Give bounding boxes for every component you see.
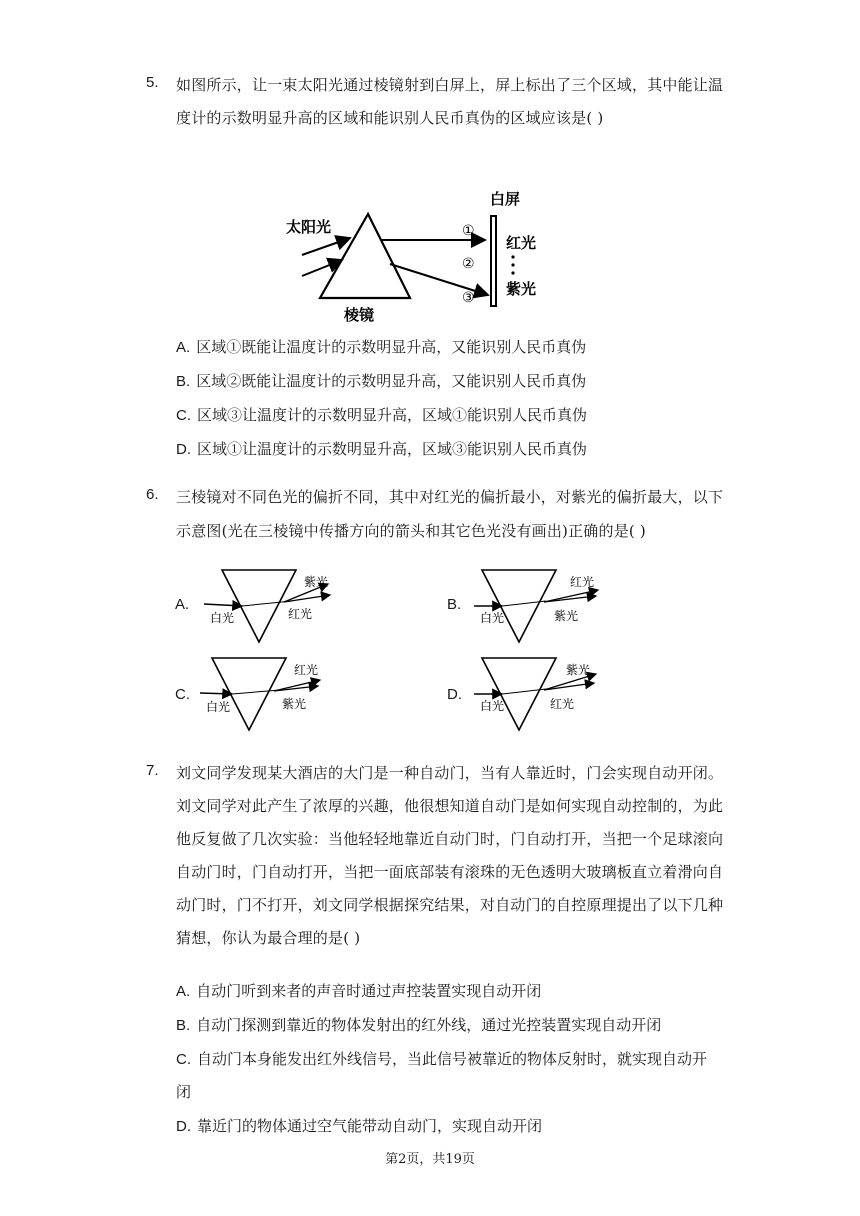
question-text-line: 三棱镜对不同色光的偏折不同，其中对红光的偏折最小，对紫光的偏折最大，以下 bbox=[176, 488, 724, 506]
screen-label: 白屏 bbox=[490, 190, 521, 208]
option-b-letter: B. bbox=[447, 596, 462, 613]
option-b: B. 自动门探测到靠近的物体发射出的红外线，通过光控装置实现自动开闭 bbox=[176, 1016, 662, 1034]
option-c-diagram bbox=[200, 656, 360, 734]
option-d-diagram bbox=[474, 656, 634, 734]
question-text-line: 刘文同学发现某大酒店的大门是一种自动门，当有人靠近时，门会实现自动开闭。 bbox=[176, 764, 724, 782]
red-light-label: 红光 bbox=[506, 234, 537, 252]
option-a-letter: A. bbox=[175, 596, 190, 613]
option-c: C. 自动门本身能发出红外线信号，当此信号被靠近的物体反射时，就实现自动开 bbox=[176, 1050, 708, 1068]
top-light-label: 红光 bbox=[570, 575, 595, 589]
question-number: 5. bbox=[146, 74, 159, 91]
prism-diagram bbox=[280, 182, 550, 327]
option-a-diagram bbox=[200, 568, 360, 646]
question-text-line: 动门时，门不打开，刘文同学根据探究结果，对自动门的自控原理提出了以下几种 bbox=[176, 896, 724, 914]
question-text-line: 如图所示，让一束太阳光通过棱镜射到白屏上，屏上标出了三个区域，其中能让温 bbox=[176, 76, 724, 94]
region-3-label: ③ bbox=[462, 290, 475, 306]
page-footer: 第2页，共19页 bbox=[385, 1152, 475, 1167]
prism-label: 棱镜 bbox=[344, 306, 375, 324]
bottom-light-label: 紫光 bbox=[554, 609, 579, 623]
white-light-label: 白光 bbox=[210, 611, 235, 625]
region-2-label: ② bbox=[462, 256, 475, 272]
top-light-label: 紫光 bbox=[304, 575, 329, 589]
option-a: A. 自动门听到来者的声音时通过声控装置实现自动开闭 bbox=[176, 982, 542, 1000]
bottom-light-label: 红光 bbox=[550, 697, 575, 711]
question-text-line: 他反复做了几次实验：当他轻轻地靠近自动门时，门自动打开，当把一个足球滚向 bbox=[176, 830, 724, 848]
question-text-line: 猜想，你认为最合理的是( ) bbox=[176, 929, 361, 947]
option-c-continuation: 闭 bbox=[176, 1083, 192, 1101]
white-light-label: 白光 bbox=[480, 611, 505, 625]
option-a: A. 区域①既能让温度计的示数明显升高，又能识别人民币真伪 bbox=[176, 338, 587, 356]
option-c-letter: C. bbox=[175, 686, 190, 703]
top-light-label: 红光 bbox=[294, 663, 319, 677]
white-light-label: 白光 bbox=[206, 700, 231, 714]
region-1-label: ① bbox=[462, 223, 475, 239]
bottom-light-label: 红光 bbox=[288, 607, 313, 621]
option-d: D. 靠近门的物体通过空气能带动自动门，实现自动开闭 bbox=[176, 1117, 543, 1135]
white-screen bbox=[491, 216, 496, 306]
question-number: 6. bbox=[146, 486, 159, 503]
option-c: C. 区域③让温度计的示数明显升高，区域①能识别人民币真伪 bbox=[176, 406, 588, 424]
white-light-label: 白光 bbox=[480, 699, 505, 713]
top-light-label: 紫光 bbox=[566, 663, 591, 677]
question-number: 7. bbox=[146, 762, 159, 779]
option-b-diagram bbox=[474, 568, 634, 646]
question-text-line: 度计的示数明显升高的区域和能识别人民币真伪的区域应该是( ) bbox=[176, 109, 604, 127]
prism-shape bbox=[320, 214, 410, 298]
option-d-letter: D. bbox=[447, 686, 462, 703]
sunlight-label: 太阳光 bbox=[286, 218, 332, 236]
violet-light-label: 紫光 bbox=[506, 280, 537, 298]
option-b: B. 区域②既能让温度计的示数明显升高，又能识别人民币真伪 bbox=[176, 372, 587, 390]
question-text-line: 自动门时，门自动打开，当把一面底部装有滚珠的无色透明大玻璃板直立着滑向自 bbox=[176, 863, 724, 881]
bottom-light-label: 紫光 bbox=[282, 697, 307, 711]
question-text-line: 刘文同学对此产生了浓厚的兴趣，他很想知道自动门是如何实现自动控制的，为此 bbox=[176, 797, 724, 815]
option-d: D. 区域①让温度计的示数明显升高，区域③能识别人民币真伪 bbox=[176, 440, 588, 458]
question-text-line: 示意图(光在三棱镜中传播方向的箭头和其它色光没有画出)正确的是( ) bbox=[176, 522, 646, 540]
